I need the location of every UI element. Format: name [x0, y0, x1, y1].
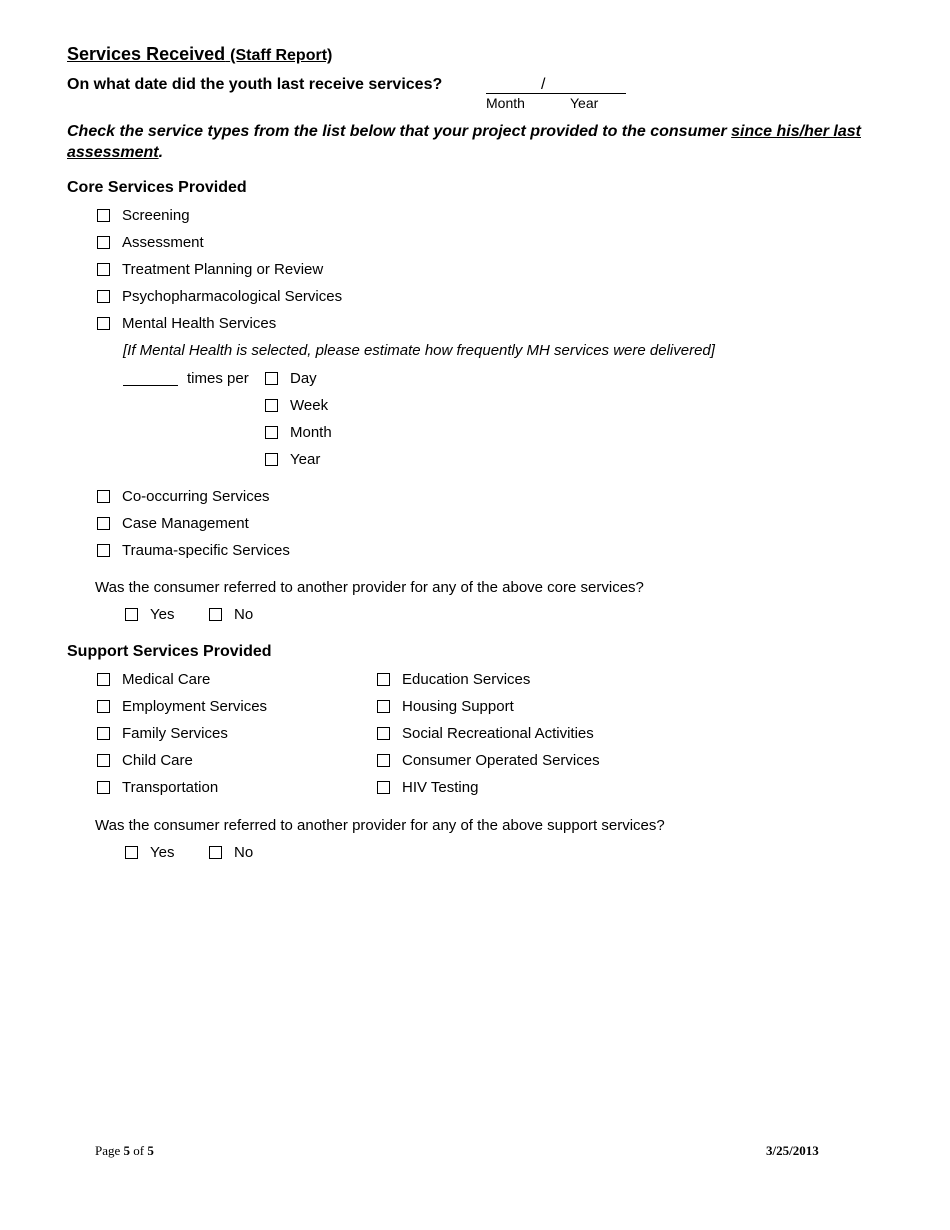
checkbox-label: Social Recreational Activities	[402, 725, 594, 742]
title-main: Services Received	[67, 44, 226, 64]
checkbox-icon[interactable]	[97, 263, 110, 276]
page-number	[95, 1143, 154, 1159]
checkbox-icon[interactable]	[97, 781, 110, 794]
checkbox-treatment-planning[interactable]	[97, 261, 323, 278]
checkbox-label: Consumer Operated Services	[402, 752, 600, 769]
checkbox-medical-care[interactable]	[97, 671, 210, 688]
month-label: Month	[486, 95, 525, 111]
mh-frequency-note: [If Mental Health is selected, please estimate how frequently MH services were delivered]	[123, 342, 715, 359]
checkbox-icon[interactable]	[97, 236, 110, 249]
checkbox-label: Trauma-specific Services	[122, 542, 290, 559]
checkbox-icon[interactable]	[97, 727, 110, 740]
checkbox-icon[interactable]	[97, 317, 110, 330]
checkbox-icon[interactable]	[265, 453, 278, 466]
checkbox-support-referral-yes[interactable]	[125, 844, 174, 861]
year-label: Year	[570, 95, 599, 111]
checkbox-social-recreational[interactable]	[377, 725, 594, 742]
checkbox-label: Housing Support	[402, 698, 514, 715]
checkbox-hiv-testing[interactable]	[377, 779, 478, 796]
checkbox-label: Employment Services	[122, 698, 268, 715]
checkbox-label: Medical Care	[122, 671, 211, 688]
title-sub: (Staff Report)	[230, 47, 333, 64]
checkbox-icon[interactable]	[377, 700, 390, 713]
checkbox-label: Year	[290, 451, 321, 468]
checkbox-employment-services[interactable]	[97, 698, 267, 715]
page-prefix: Page	[95, 1143, 124, 1158]
checkbox-core-referral-no[interactable]	[209, 606, 253, 623]
core-referral-question: Was the consumer referred to another provider for any of the above core services?	[95, 579, 644, 596]
date-separator: /	[541, 76, 546, 93]
checkbox-icon[interactable]	[209, 608, 222, 621]
checkbox-case-management[interactable]	[97, 515, 249, 532]
checkbox-family-services[interactable]	[97, 725, 228, 742]
page-title	[67, 44, 332, 65]
checkbox-trauma-specific[interactable]	[97, 542, 290, 559]
checkbox-icon[interactable]	[377, 781, 390, 794]
checkbox-label: Family Services	[122, 725, 228, 742]
checkbox-label: Week	[290, 397, 329, 414]
checkbox-label: HIV Testing	[402, 779, 479, 796]
checkbox-consumer-operated[interactable]	[377, 752, 600, 769]
checkbox-icon[interactable]	[97, 754, 110, 767]
footer-date: 3/25/2013	[766, 1143, 819, 1158]
checkbox-frequency-year[interactable]	[265, 451, 320, 468]
checkbox-icon[interactable]	[97, 544, 110, 557]
checkbox-mental-health[interactable]	[97, 315, 276, 332]
page-total: 5	[147, 1143, 154, 1158]
checkbox-transportation[interactable]	[97, 779, 218, 796]
checkbox-housing-support[interactable]	[377, 698, 514, 715]
checkbox-icon[interactable]	[97, 209, 110, 222]
checkbox-label: Screening	[122, 207, 190, 224]
checkbox-label: Day	[290, 370, 317, 387]
support-services-heading: Support Services Provided	[67, 643, 272, 660]
instructions-lead: Check the service types from the list below that your project provided to the consumer	[67, 123, 732, 140]
checkbox-icon[interactable]	[125, 846, 138, 859]
core-services-heading: Core Services Provided	[67, 179, 247, 196]
checkbox-frequency-week[interactable]	[265, 397, 328, 414]
checkbox-icon[interactable]	[97, 517, 110, 530]
checkbox-icon[interactable]	[377, 673, 390, 686]
checkbox-icon[interactable]	[125, 608, 138, 621]
support-referral-question: Was the consumer referred to another provider for any of the above support services?	[95, 817, 665, 834]
checkbox-icon[interactable]	[377, 727, 390, 740]
instructions	[67, 121, 897, 163]
checkbox-label: Education Services	[402, 671, 531, 688]
checkbox-label: No	[234, 606, 254, 623]
checkbox-label: Co-occurring Services	[122, 488, 270, 505]
times-blank-field[interactable]	[123, 385, 178, 386]
checkbox-label: Transportation	[122, 779, 219, 796]
checkbox-icon[interactable]	[265, 399, 278, 412]
checkbox-label: No	[234, 844, 254, 861]
checkbox-frequency-day[interactable]	[265, 370, 317, 387]
checkbox-icon[interactable]	[209, 846, 222, 859]
checkbox-education-services[interactable]	[377, 671, 530, 688]
date-question: On what date did the youth last receive services?	[67, 76, 443, 93]
checkbox-icon[interactable]	[97, 490, 110, 503]
checkbox-label: Treatment Planning or Review	[122, 261, 324, 278]
checkbox-screening[interactable]	[97, 207, 190, 224]
checkbox-label: Case Management	[122, 515, 249, 532]
checkbox-label: Month	[290, 424, 332, 441]
instructions-underlined: since his/her last assessment	[67, 123, 861, 161]
checkbox-label: Child Care	[122, 752, 193, 769]
checkbox-icon[interactable]	[97, 290, 110, 303]
page-current: 5	[123, 1143, 131, 1158]
checkbox-label: Assessment	[122, 234, 204, 251]
checkbox-label: Yes	[150, 606, 175, 623]
checkbox-icon[interactable]	[265, 372, 278, 385]
checkbox-co-occurring[interactable]	[97, 488, 270, 505]
checkbox-psychopharmacological[interactable]	[97, 288, 342, 305]
checkbox-icon[interactable]	[97, 700, 110, 713]
checkbox-label: Psychopharmacological Services	[122, 288, 343, 305]
checkbox-support-referral-no[interactable]	[209, 844, 253, 861]
times-per-label: times per	[187, 370, 249, 387]
instructions-trail: .	[158, 144, 164, 161]
checkbox-assessment[interactable]	[97, 234, 204, 251]
page-of: of	[130, 1143, 148, 1158]
checkbox-label: Yes	[150, 844, 175, 861]
checkbox-icon[interactable]	[97, 673, 110, 686]
checkbox-icon[interactable]	[265, 426, 278, 439]
checkbox-frequency-month[interactable]	[265, 424, 332, 441]
checkbox-icon[interactable]	[377, 754, 390, 767]
checkbox-core-referral-yes[interactable]	[125, 606, 174, 623]
date-input-line[interactable]	[486, 93, 626, 94]
checkbox-child-care[interactable]	[97, 752, 193, 769]
checkbox-label: Mental Health Services	[122, 315, 277, 332]
